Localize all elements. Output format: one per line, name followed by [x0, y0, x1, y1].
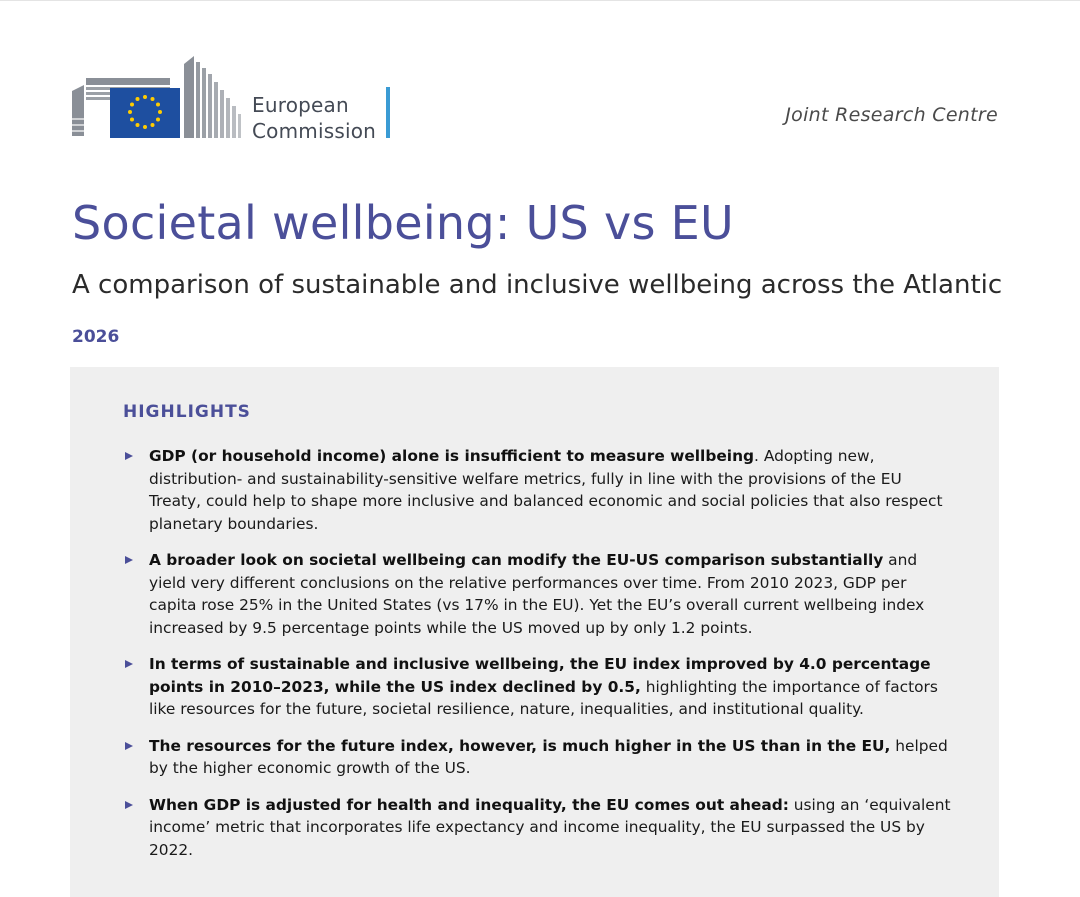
- highlights-list: [124, 445, 954, 875]
- triangle-bullet-icon: [125, 452, 133, 460]
- highlights-box: [70, 367, 999, 897]
- triangle-bullet-icon: [125, 742, 133, 750]
- joint-research-centre-label: Joint Research Centre: [785, 104, 998, 126]
- publication-year: 2026: [72, 327, 120, 347]
- highlight-text: using an ‘equivalent income’ metric that incorporates life expectancy and income inequality, the EU surpassed the US by 2022.: [149, 795, 951, 859]
- highlight-item: [124, 794, 954, 862]
- triangle-bullet-icon: [125, 660, 133, 668]
- logo-wordmark-line1: European: [252, 93, 349, 117]
- highlight-bold: The resources for the future index, however, is much higher in the US than in the EU,: [149, 736, 891, 755]
- highlight-item: [124, 653, 954, 721]
- highlight-item: [124, 445, 954, 535]
- logo-wordmark-line2: Commission: [252, 119, 377, 143]
- highlight-bold: A broader look on societal wellbeing can modify the EU-US comparison substantially: [149, 551, 884, 569]
- page-title: Societal wellbeing: US vs EU: [72, 196, 735, 250]
- logo-accent-bar: [386, 87, 390, 138]
- highlight-text: and yield very different conclusions on the relative performances over time. From 2010 2023, GDP per capita rose 25% in the United States (vs 17% in the EU). Yet the EU’s overall current wellbeing index increased by 9.5 percentage points while the US moved up by only 1.2 points.: [149, 551, 925, 637]
- highlight-text: highlighting the importance of factors like resources for the future, societal resilience, nature, inequalities, and institutional quality.: [149, 677, 938, 718]
- top-divider: [0, 0, 1080, 1]
- highlight-item: [124, 549, 954, 639]
- triangle-bullet-icon: [125, 801, 133, 809]
- highlight-item: [124, 735, 954, 780]
- highlights-heading: HIGHLIGHTS: [123, 402, 251, 422]
- highlight-text: . Adopting new, distribution- and sustainability-sensitive welfare metrics, fully in line with the provisions of the EU Treaty, could help to shape more inclusive and balanced economic and social policies that also respect planetary boundaries.: [149, 447, 943, 533]
- highlight-text: helped by the higher economic growth of the US.: [149, 736, 948, 777]
- highlight-bold: In terms of sustainable and inclusive wellbeing, the EU index improved by 4.0 percentage points in 2010–2023, while the US index declined by 0.5,: [149, 655, 931, 696]
- highlight-bold: GDP (or household income) alone is insufficient to measure wellbeing: [149, 447, 755, 465]
- highlight-bold: When GDP is adjusted for health and inequality, the EU comes out ahead:: [149, 795, 789, 814]
- logo-wordmark: [252, 92, 392, 144]
- triangle-bullet-icon: [125, 556, 133, 564]
- page-subtitle: A comparison of sustainable and inclusive wellbeing across the Atlantic: [72, 270, 1003, 300]
